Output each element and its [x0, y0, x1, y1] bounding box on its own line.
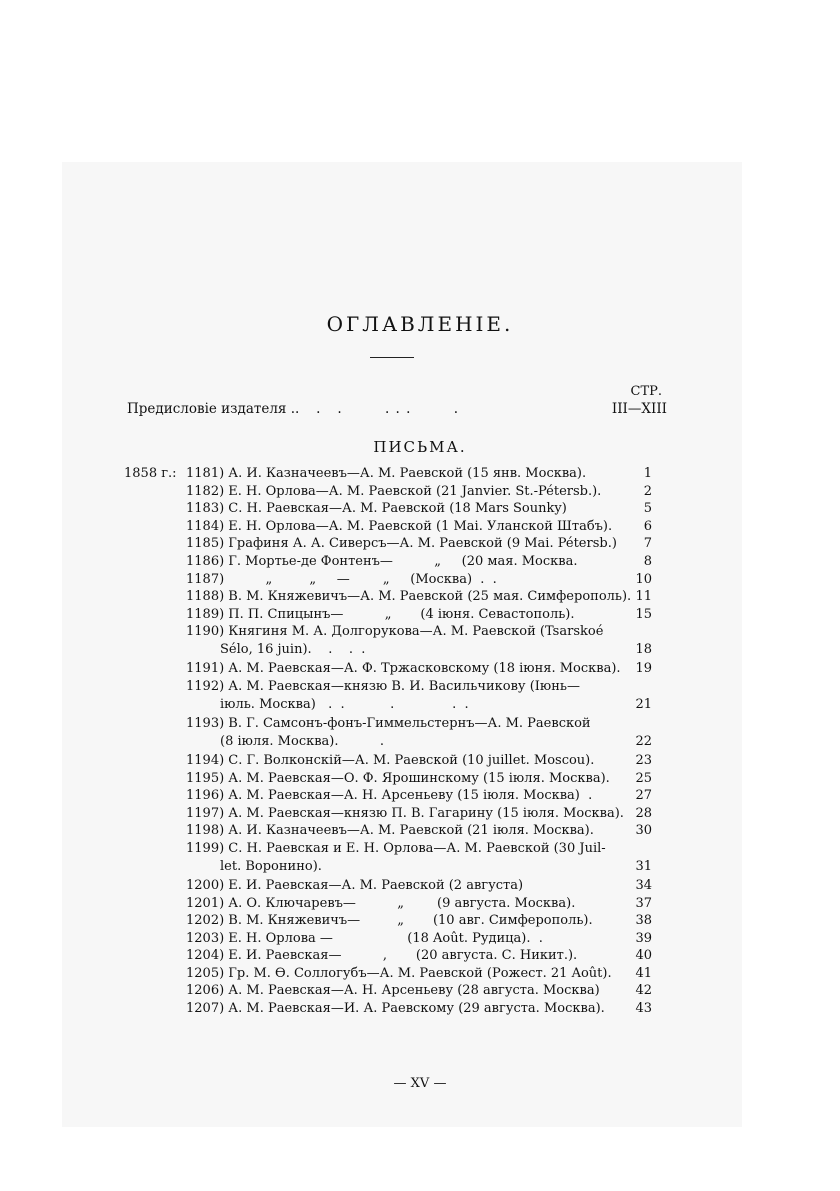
toc-page-number: 5 [643, 501, 652, 517]
toc-entry [0, 753, 840, 771]
toc-entry-text: 1183) С. Н. Раевская—А. М. Раевской (18 Mars Sounky) [186, 501, 567, 517]
toc-entry [0, 607, 840, 625]
preface-label: Предисловіе издателя . [127, 401, 296, 417]
toc-entry [0, 679, 840, 716]
toc-entry [0, 841, 840, 878]
toc-page-number: 21 [635, 696, 652, 712]
toc-entry [0, 948, 840, 966]
toc-entry [0, 771, 840, 789]
toc-entry-continuation: іюль. Москва) . . . . . [220, 696, 469, 712]
toc-page-number: 10 [635, 571, 652, 587]
toc-entry [0, 896, 840, 914]
toc-page-number: 22 [635, 733, 652, 749]
toc-entry [0, 624, 840, 661]
toc-entry-text: 1192) А. М. Раевская—князю В. И. Васильчикову (Іюнь— [186, 678, 580, 694]
toc-entry-text: 1200) Е. И. Раевская—А. М. Раевской (2 августа) [186, 877, 524, 893]
toc-entry [0, 519, 840, 537]
toc-entry-text: 1198) А. И. Казначеевъ—А. М. Раевской (21 іюля. Москва). [186, 823, 594, 839]
toc-entry [0, 589, 840, 607]
toc-entry-text: 1195) А. М. Раевская—О. Ф. Ярошинскому (15 іюля. Москва). [186, 770, 610, 786]
toc-entry-text: 1201) А. О. Ключаревъ— „ (9 августа. Москва). [186, 895, 576, 911]
toc-entry [0, 788, 840, 806]
toc-entry [0, 913, 840, 931]
toc-page-number: 30 [635, 823, 652, 839]
toc-entry-text: 1204) Е. И. Раевская— , (20 августа. С. Никит.). [186, 948, 578, 964]
toc-entry-text: 1194) С. Г. Волконскій—А. М. Раевской (10 juillet. Moscou). [186, 752, 595, 768]
toc-entry-text: 1205) Гр. М. Ѳ. Соллогубъ—А. М. Раевской (Рожест. 21 Août). [186, 965, 612, 981]
preface-pages: III—XIII [611, 401, 667, 417]
toc-page-number: 1 [643, 466, 652, 481]
toc-page-number: 39 [635, 930, 652, 946]
toc-entry-continuation: (8 іюля. Москва). . [220, 733, 384, 749]
toc-entry-text: 1206) А. М. Раевская—А. Н. Арсеньеву (28 августа. Москва) [186, 983, 600, 999]
toc-entry-text: 1203) Е. Н. Орлова — (18 Août. Рудица). . [186, 930, 543, 946]
toc-page-number: 40 [635, 948, 652, 964]
toc-entry [0, 466, 840, 484]
toc-page-number: 31 [635, 858, 652, 874]
toc-page-number: 11 [635, 589, 652, 605]
toc-page-number: 15 [635, 606, 652, 622]
toc-entry [0, 572, 840, 590]
toc-entry [0, 484, 840, 502]
toc-entry-continuation: Sélo, 16 juin). . . . [220, 642, 366, 658]
toc-entry-text: 1199) С. Н. Раевская и Е. Н. Орлова—А. М. Раевской (30 Juil- [186, 840, 606, 856]
toc-page-number: 28 [635, 805, 652, 821]
toc-page-number: 27 [635, 788, 652, 804]
toc-entry [0, 1001, 840, 1019]
toc-entry-text: 1197) А. М. Раевская—князю П. В. Гагарину (15 іюля. Москва). [186, 805, 624, 821]
toc-page-number: 34 [635, 877, 652, 893]
toc-entry [0, 806, 840, 824]
toc-entry-text: 1184) Е. Н. Орлова—А. М. Раевской (1 Mai. Уланской Штабъ). [186, 518, 613, 534]
toc-entry-text: 1187) „ „ — „ (Москва) . . [186, 571, 497, 587]
toc-page-number: 43 [635, 1001, 652, 1017]
toc-entry-text: 1188) В. М. Княжевичъ—А. М. Раевской (25 мая. Симферополь). [186, 589, 632, 605]
preface-leader-dots: . . . . . . . [295, 401, 460, 417]
toc-entry-text: 1202) В. М. Княжевичъ— „ (10 авг. Симферополь). [186, 913, 593, 929]
toc-list [0, 466, 840, 1019]
toc-entry-continuation: let. Воронино). [220, 858, 322, 874]
page-title: ОГЛАВЛЕНІЕ. [326, 312, 514, 336]
toc-page-number: 8 [643, 553, 652, 569]
toc-page-number: 42 [635, 983, 652, 999]
toc-page-number: 23 [635, 752, 652, 768]
toc-page-number: 25 [635, 770, 652, 786]
toc-page-number: 18 [635, 642, 652, 658]
toc-entry-text: 1186) Г. Мортье-де Фонтенъ— „ (20 мая. Москва. [186, 553, 578, 569]
toc-page-number: 19 [635, 661, 652, 677]
toc-entry-text: 1182) Е. Н. Орлова—А. М. Раевской (21 Janvier. St.-Pétersb.). [186, 483, 602, 499]
toc-page-number: 7 [643, 536, 652, 552]
toc-entry-text: 1185) Графиня А. А. Сиверсъ—А. М. Раевской (9 Mai. Pétersb.) [186, 536, 617, 552]
toc-entry-text: 1193) В. Г. Самсонъ-фонъ-Гиммельстернъ—А. М. Раевской [186, 715, 591, 731]
toc-page-number: 6 [643, 518, 652, 534]
toc-entry [0, 716, 840, 753]
toc-entry [0, 661, 840, 679]
toc-entry [0, 878, 840, 896]
toc-entry [0, 983, 840, 1001]
toc-entry [0, 931, 840, 949]
toc-page-number: 38 [635, 913, 652, 929]
toc-year: 1858 г.: [124, 466, 177, 481]
toc-entry [0, 823, 840, 841]
toc-entry-text: 1189) П. П. Спицынъ— „ (4 іюня. Севастополь). [186, 606, 575, 622]
page-column-label: СТР. [630, 384, 662, 399]
section-title: ПИСЬМА. [373, 438, 467, 456]
toc-entry [0, 554, 840, 572]
toc-entry-text: 1181) А. И. Казначеевъ—А. М. Раевской (15 янв. Москва). [186, 466, 587, 481]
title-rule [370, 357, 414, 358]
toc-page-number: 41 [635, 965, 652, 981]
toc-entry [0, 536, 840, 554]
toc-page-number: 2 [643, 483, 652, 499]
toc-entry [0, 966, 840, 984]
toc-entry-text: 1191) А. М. Раевская—А. Ф. Тржасковскому (18 іюня. Москва). [186, 661, 621, 677]
toc-entry [0, 501, 840, 519]
toc-entry-text: 1196) А. М. Раевская—А. Н. Арсеньеву (15 іюля. Москва) . [186, 788, 593, 804]
toc-entry-text: 1207) А. М. Раевская—И. А. Раевскому (29 августа. Москва). [186, 1001, 605, 1017]
page-folio: — XV — [393, 1076, 447, 1091]
toc-entry-text: 1190) Княгиня М. А. Долгорукова—А. М. Раевской (Tsarskoé [186, 624, 604, 640]
toc-page-number: 37 [635, 895, 652, 911]
